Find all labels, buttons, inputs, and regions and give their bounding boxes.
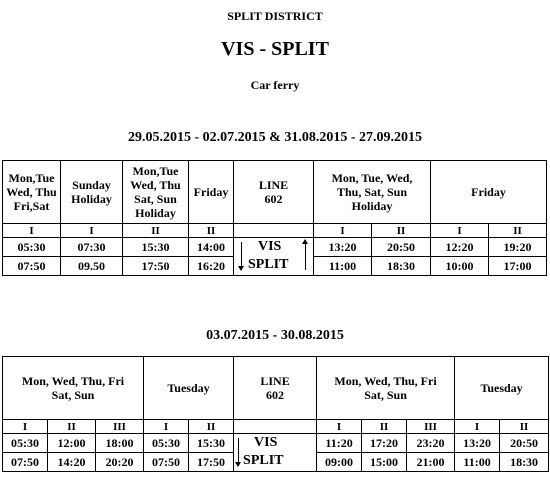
trip-number: I	[144, 420, 189, 434]
day-group-header: Mon,Tue Wed, Thu Fri,Sat	[3, 161, 61, 224]
departure-time: 12:00	[48, 434, 96, 453]
line-number-header: LINE 602	[234, 161, 314, 224]
departure-time: 05:30	[144, 434, 189, 453]
departure-time: 18:00	[96, 434, 144, 453]
arrow-up-icon	[305, 242, 306, 270]
departure-time: 20:50	[500, 434, 549, 453]
departure-time: 17:00	[489, 257, 547, 276]
departure-time: 21:00	[407, 453, 455, 472]
departure-time: 19:20	[489, 238, 547, 257]
day-group-header: Tuesday	[144, 357, 234, 420]
timetable-2	[2, 356, 549, 472]
arrow-down-icon	[241, 242, 242, 268]
trip-number: II	[123, 224, 189, 238]
departure-time: 13:20	[314, 238, 372, 257]
day-group-header: Tuesday	[455, 357, 549, 420]
day-group-header: Mon, Tue, Wed, Thu, Sat, Sun Holiday	[314, 161, 431, 224]
service-type: Car ferry	[250, 78, 300, 92]
trip-number: I	[3, 420, 48, 434]
trip-number: II	[362, 420, 407, 434]
departure-time: 11:20	[317, 434, 362, 453]
trip-number: I	[3, 224, 61, 238]
departure-time: 05:30	[3, 238, 61, 257]
departure-time: 17:20	[362, 434, 407, 453]
trip-number: I	[314, 224, 372, 238]
departure-time: 15:30	[189, 434, 234, 453]
trip-number: III	[96, 420, 144, 434]
trip-number: II	[48, 420, 96, 434]
period-1: 29.05.2015 - 02.07.2015 & 31.08.2015 - 27.09.2015	[128, 130, 422, 145]
trip-number: II	[189, 420, 234, 434]
trip-number: I	[61, 224, 123, 238]
departure-time: 07:50	[3, 257, 61, 276]
departure-time: 07:30	[61, 238, 123, 257]
day-group-header: Mon, Wed, Thu, Fri Sat, Sun	[3, 357, 144, 420]
departure-time: 17:50	[123, 257, 189, 276]
departure-time: 11:00	[314, 257, 372, 276]
timetable-1	[2, 160, 547, 276]
trip-number: I	[455, 420, 500, 434]
departure-time: 18:30	[372, 257, 431, 276]
line-number-subheader	[234, 224, 314, 238]
trip-number: II	[489, 224, 547, 238]
origin-port-label: VIS	[258, 239, 282, 254]
origin-port-label: VIS	[254, 435, 278, 450]
departure-time: 13:20	[455, 434, 500, 453]
departure-time: 07:50	[144, 453, 189, 472]
line-number-subheader	[234, 420, 317, 434]
day-group-header: Mon, Wed, Thu, Fri Sat, Sun	[317, 357, 455, 420]
route-title: VIS - SPLIT	[221, 38, 329, 60]
trip-number: II	[189, 224, 234, 238]
day-group-header: Mon,Tue Wed, Thu Sat, Sun Holiday	[123, 161, 189, 224]
departure-time: 20:20	[96, 453, 144, 472]
district-title: SPLIT DISTRICT	[227, 9, 323, 23]
departure-time: 20:50	[372, 238, 431, 257]
departure-time: 17:50	[189, 453, 234, 472]
departure-time: 09.50	[61, 257, 123, 276]
line-number-header: LINE 602	[234, 357, 317, 420]
departure-time: 23:20	[407, 434, 455, 453]
departure-time: 12:20	[431, 238, 489, 257]
trip-number: I	[317, 420, 362, 434]
destination-port-label: SPLIT	[248, 257, 289, 272]
departure-time: 09:00	[317, 453, 362, 472]
period-2: 03.07.2015 - 30.08.2015	[206, 328, 344, 343]
trip-number: I	[431, 224, 489, 238]
departure-time: 14:20	[48, 453, 96, 472]
day-group-header: Friday	[189, 161, 234, 224]
arrow-down-icon	[238, 438, 239, 464]
direction-indicator	[234, 238, 314, 276]
departure-time: 07:50	[3, 453, 48, 472]
day-group-header: Sunday Holiday	[61, 161, 123, 224]
departure-time: 11:00	[455, 453, 500, 472]
destination-port-label: SPLIT	[243, 453, 284, 468]
departure-time: 15:30	[123, 238, 189, 257]
day-group-header: Friday	[431, 161, 547, 224]
departure-time: 18:30	[500, 453, 549, 472]
departure-time: 05:30	[3, 434, 48, 453]
departure-time: 15:00	[362, 453, 407, 472]
trip-number: II	[500, 420, 549, 434]
trip-number: II	[372, 224, 431, 238]
departure-time: 10:00	[431, 257, 489, 276]
direction-indicator	[234, 434, 317, 472]
departure-time: 14:00	[189, 238, 234, 257]
trip-number: III	[407, 420, 455, 434]
departure-time: 16:20	[189, 257, 234, 276]
